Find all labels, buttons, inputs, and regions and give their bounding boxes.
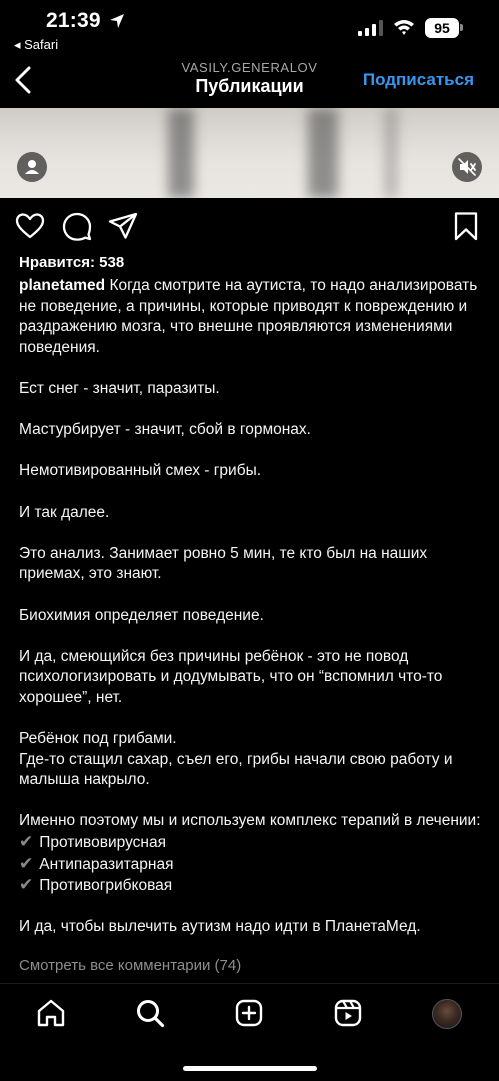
back-to-safari-link[interactable]: ◂ Safari: [14, 37, 59, 52]
view-all-comments-link[interactable]: Смотреть все комментарии (74): [19, 957, 242, 974]
likes-count[interactable]: Нравится: 538: [19, 254, 125, 271]
tagged-users-button[interactable]: [17, 152, 47, 182]
wifi-icon: [393, 18, 415, 36]
reels-icon[interactable]: [332, 997, 364, 1029]
post-media[interactable]: [0, 108, 499, 198]
search-icon[interactable]: [134, 997, 166, 1029]
caption-paragraph: Биохимия определяет поведение.: [19, 606, 264, 624]
caption-paragraph: Ест снег - значит, паразиты.: [19, 379, 220, 397]
caption-paragraph: Где-то стащил сахар, съел его, грибы начали свою работу и малыша накрыло.: [19, 750, 453, 789]
list-item: ✔ Противогрибковая: [19, 875, 173, 895]
bookmark-icon[interactable]: [450, 210, 482, 242]
caption-intro: [19, 276, 487, 358]
home-icon[interactable]: [35, 997, 67, 1029]
profile-username: VASILY.GENERALOV: [181, 60, 318, 75]
checkmark-icon: ✔: [19, 832, 34, 852]
caption-paragraph: Мастурбирует - значит, сбой в гормонах.: [19, 421, 311, 439]
status-bar: [0, 0, 499, 60]
cellular-signal-icon: [358, 20, 384, 36]
media-blur-shape: [308, 108, 338, 198]
battery-icon: 95: [425, 18, 459, 38]
heart-icon[interactable]: [14, 210, 46, 242]
post-caption: [19, 276, 487, 938]
comment-icon[interactable]: [61, 210, 93, 242]
caption-paragraph: И да, смеющийся без причины ребёнок - это не повод психологизировать и додумывать, что он “вспомнил что-то хорошее”, нет.: [19, 647, 443, 706]
caption-text: Когда смотрите на аутиста, то надо анализировать не поведение, а причины, которые приводят к повреждению и раздражению мозга, что внешне проявляются изменениями поведения.: [19, 277, 478, 356]
muted-speaker-icon: [452, 152, 482, 182]
create-post-icon[interactable]: [233, 997, 265, 1029]
status-time: 21:39: [46, 9, 101, 32]
list-item: ✔ Противовирусная: [19, 832, 166, 852]
media-blur-shape: [168, 108, 194, 198]
follow-button[interactable]: Подписаться: [362, 70, 474, 89]
checkmark-icon: ✔: [19, 875, 34, 895]
checkmark-icon: ✔: [19, 853, 34, 873]
mute-toggle-button[interactable]: [452, 152, 482, 182]
share-icon[interactable]: [107, 210, 139, 242]
post-author[interactable]: planetamed: [19, 277, 106, 294]
caption-paragraph: Это анализ. Занимает ровно 5 мин, те кто был на наших приемах, это знают.: [19, 544, 428, 583]
page-title: Публикации: [195, 76, 304, 96]
caption-paragraph: Немотивированный смех - грибы.: [19, 462, 262, 480]
profile-avatar[interactable]: [432, 999, 462, 1029]
media-blur-shape: [385, 108, 397, 198]
caption-paragraph: Ребёнок под грибами.: [19, 730, 177, 748]
caption-paragraph: Именно поэтому мы и используем комплекс терапий в лечении:: [19, 812, 481, 830]
navigation-header: [0, 56, 499, 106]
location-arrow-icon: [108, 12, 126, 30]
caption-paragraph: И так далее.: [19, 503, 110, 521]
user-tag-icon: [17, 152, 47, 182]
caption-paragraph: И да, чтобы вылечить аутизм надо идти в ПланетаМед.: [19, 918, 421, 936]
home-indicator: [183, 1066, 317, 1071]
battery-tip: [460, 24, 463, 31]
post-actions: [0, 208, 499, 244]
list-item: ✔ Антипаразитарная: [19, 853, 174, 873]
